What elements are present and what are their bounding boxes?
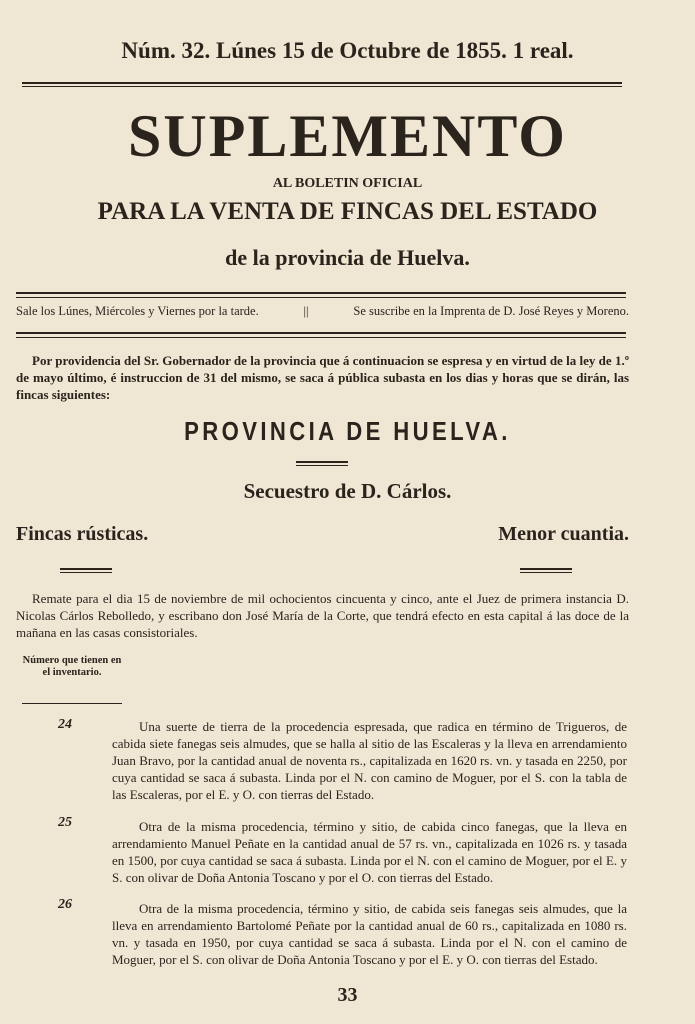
entry-number: 24 <box>58 717 72 732</box>
menor-cuantia-heading: Menor cuantia. <box>498 523 629 545</box>
masthead-subtitle-1: AL BOLETIN OFICIAL <box>272 176 423 191</box>
publication-info-bar <box>16 304 629 319</box>
entry-number: 26 <box>58 897 72 912</box>
page-number: 33 <box>337 984 358 1006</box>
secuestro-heading: Secuestro de D. Cárlos. <box>243 479 452 503</box>
masthead-title: SUPLEMENTO <box>128 103 567 169</box>
remate-paragraph: Remate para el dia 15 de noviembre de mil ochocientos cincuenta y cinco, ante el Juez de primera instancia D. Nicolas Cárlos Rebolledo, y escribano don José María de la Corte, que tendrá efecto en esta capital á las doce de la mañana en las casas consistoriales. <box>16 591 629 640</box>
issue-header: Núm. 32. Lúnes 15 de Octubre de 1855. 1 real. <box>121 38 574 63</box>
intro-paragraph: Por providencia del Sr. Gobernador de la provincia que á continuacion se espresa y en virtud de la ley de 1.º de mayo último, é instruccion de 31 del mismo, se saca á pública subasta en los dias y horas que se dirán, las fincas siguientes: <box>16 353 629 402</box>
entry-text: Otra de la misma procedencia, término y sitio, de cabida cinco fanegas, que la lleva en arrendamiento Manuel Peñate en la cantidad anual de 57 rs. vn., capitalizada en 1026 rs. y tasada en 1500, por cuya cantidad se saca á subasta. Linda por el N. con el camino de Moguer, por el E. y S. con olivar de Doña Antonia Toscano y por el O. con tierras del Estado. <box>112 819 627 885</box>
masthead-subtitle-2: PARA LA VENTA DE FINCAS DEL ESTADO <box>97 198 598 225</box>
schedule-text: Sale los Lúnes, Miércoles y Viernes por la tarde. <box>16 304 259 318</box>
province-divider <box>296 461 348 466</box>
fincas-rusticas-heading: Fincas rústicas. <box>16 523 149 545</box>
column-header-rule <box>22 703 122 704</box>
masthead-subtitle-3: de la provincia de Huelva. <box>225 245 470 270</box>
info-separator: || <box>303 304 309 318</box>
entry-number: 25 <box>58 815 72 830</box>
subscription-text: Se suscribe en la Imprenta de D. José Reyes y Moreno. <box>353 304 629 318</box>
entry-text: Una suerte de tierra de la procedencia espresada, que radica en término de Trigueros, de cabida siete fanegas seis almudes, que se halla al sitio de las Escaleras y la lleva en arrendamiento Juan Bravo, por la cantidad anual de noventa rs., capitalizada en 1620 rs. vn. y tasada en 2250, por cuya cantidad se saca á subasta. Linda por el N. con camino de Moguer, por el S. con la tabla de las Escaleras, por el E. y O. con tierras del Estado. <box>112 719 627 802</box>
inventory-column-header: Número que tienen en el inventario. <box>22 655 122 678</box>
section-divider-left <box>60 568 112 573</box>
masthead-rule-bottom <box>16 332 626 338</box>
province-heading: PROVINCIA DE HUELVA. <box>184 416 511 446</box>
header-rule <box>22 82 622 87</box>
section-divider-right <box>520 568 572 573</box>
masthead-rule-top <box>16 292 626 298</box>
entry-text: Otra de la misma procedencia, término y sitio, de cabida seis fanegas seis almudes, que la lleva en arrendamiento Bartolomé Peñate por la cantidad anual de 60 rs., capitalizada en 1080 rs. vn. y tasada en 1950, por cuya cantidad se saca á subasta. Linda por el N. con el camino de Moguer, por el S. con olivar de Doña Antonia Toscano y por el E. y O. con tierras del Estado. <box>112 901 627 967</box>
